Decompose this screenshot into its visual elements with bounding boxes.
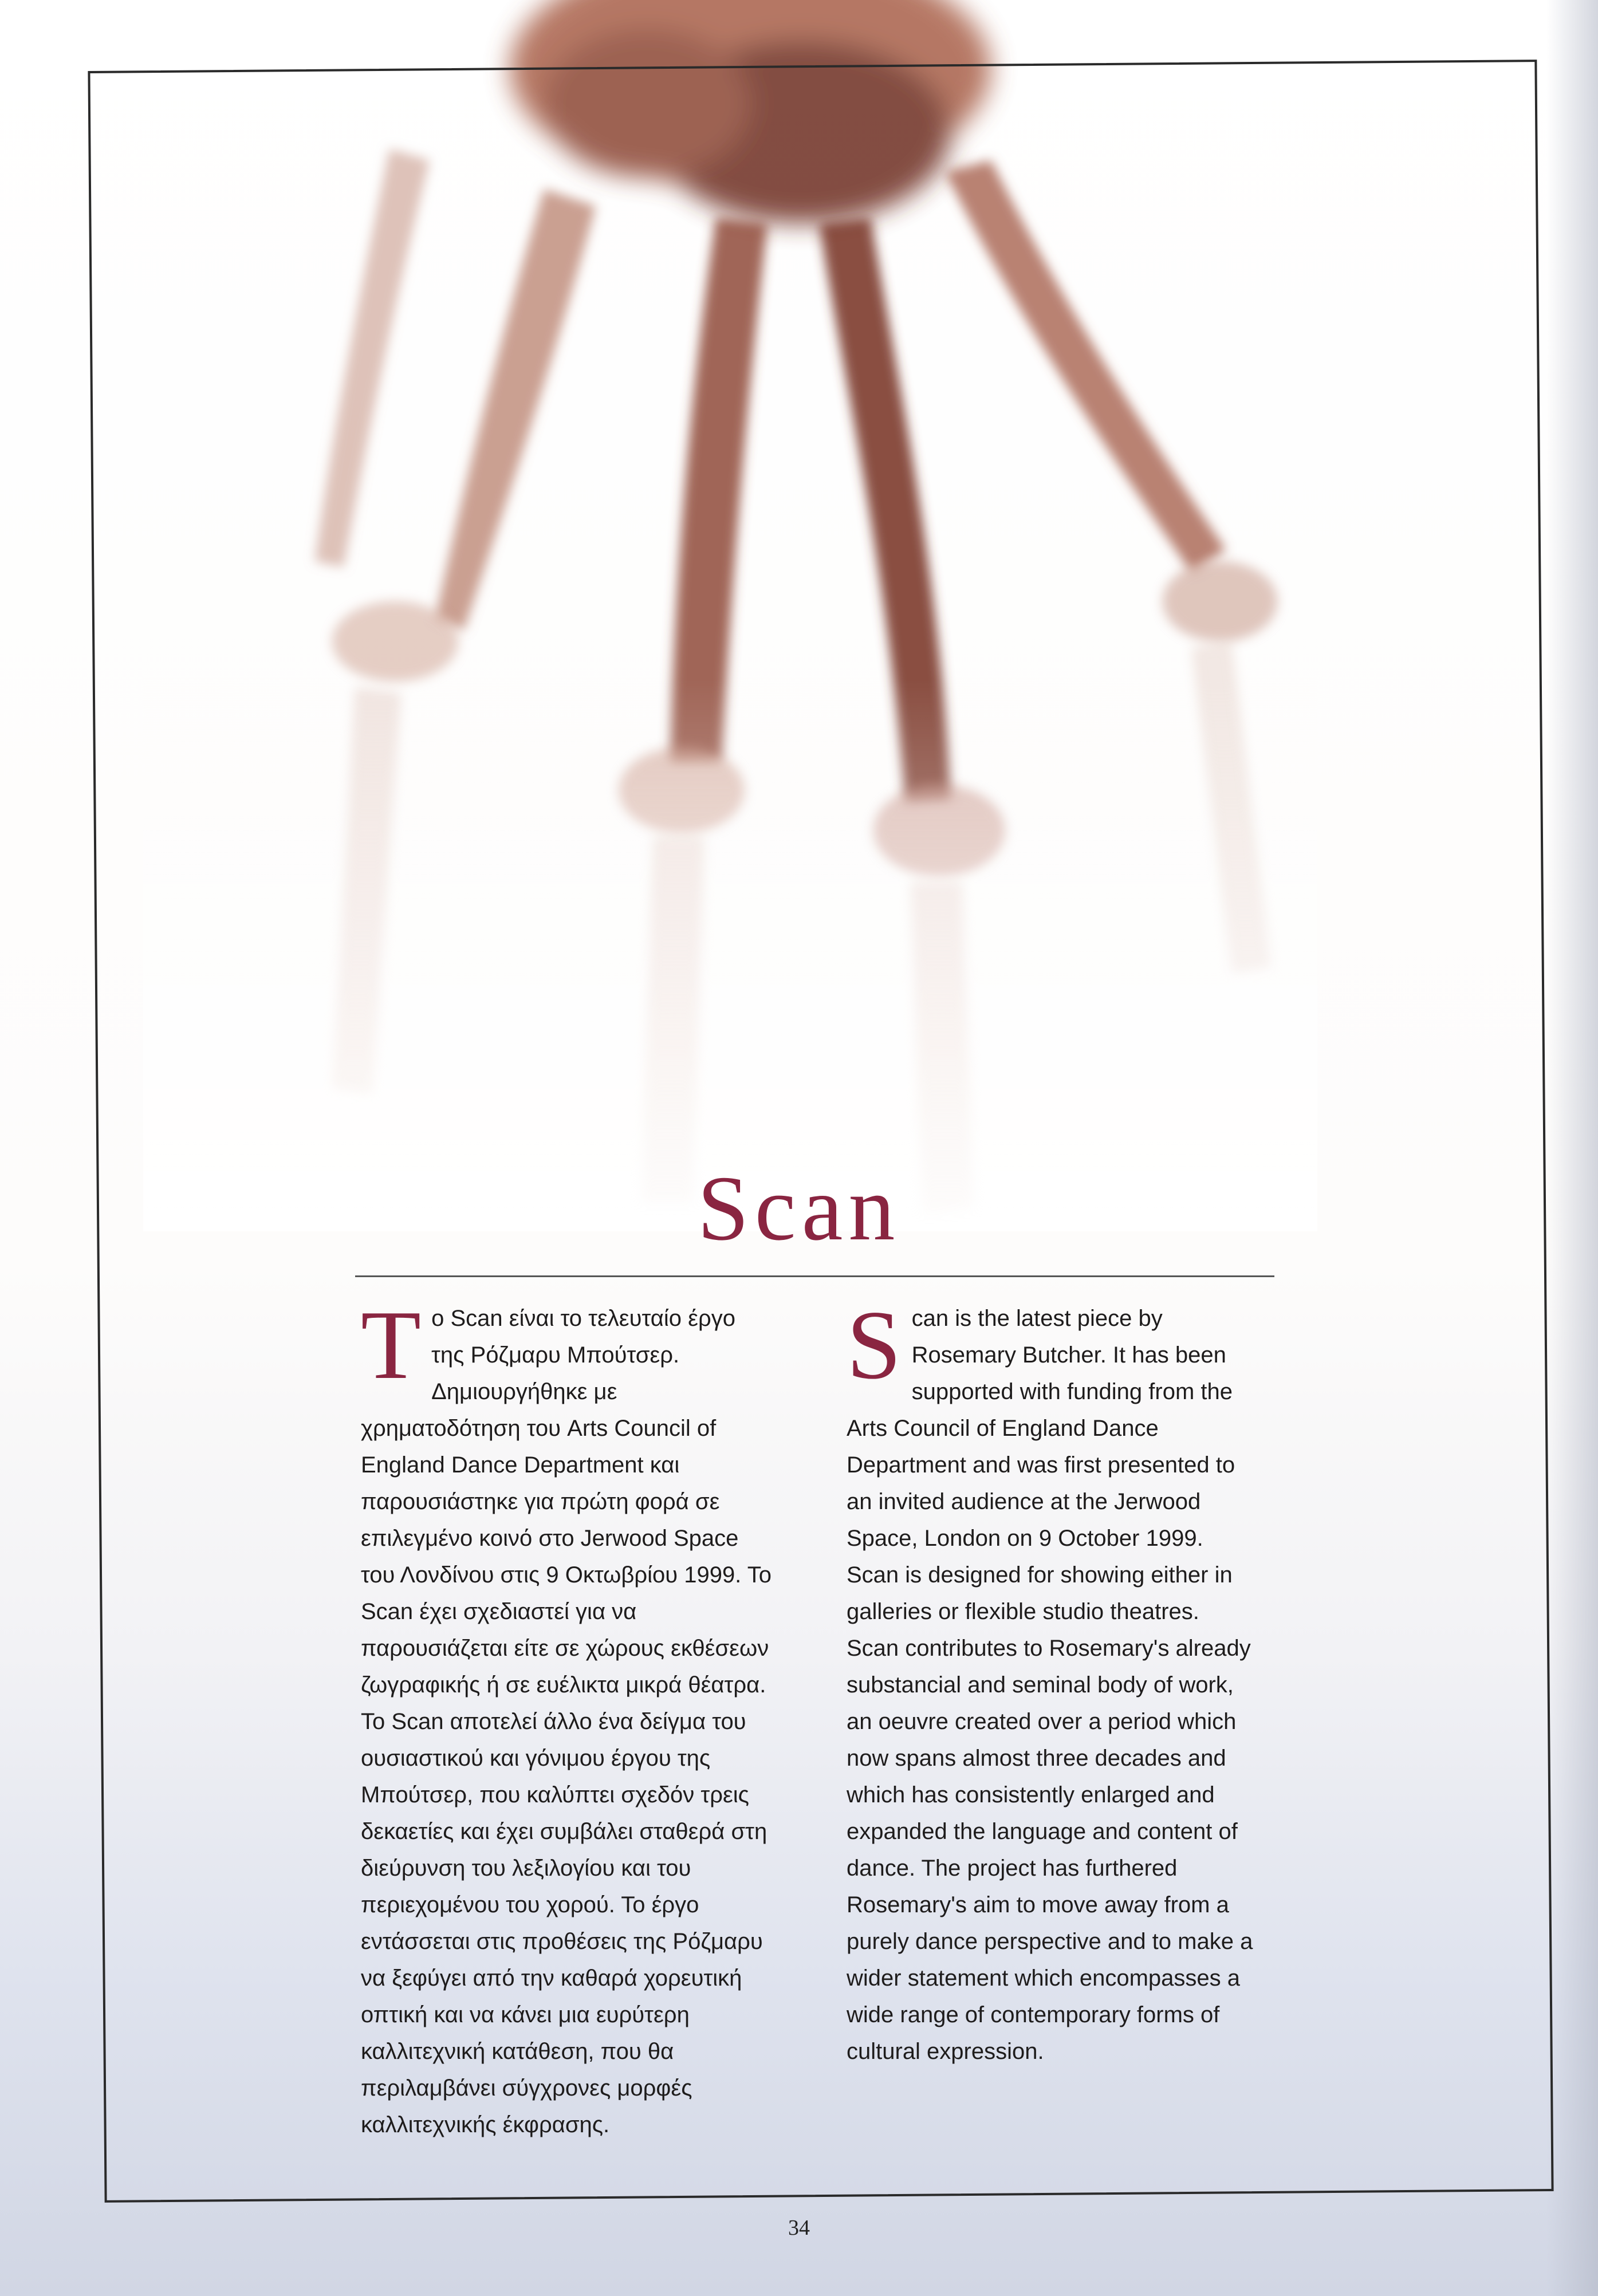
greek-paragraph-1 [361,1291,773,1703]
greek-paragraph-2: Το Scan αποτελεί άλλο ένα δείγμα του ουσιαστικού και γόνιμου έργου της Μπούτσερ, που καλύπτει σχεδόν τρεις δεκαετίες και έχει συμβάλει σταθερά στη διεύρυνση του λεξιλογίου και του περιεχομένου του χορού. Το έργο εντάσσεται στις προθέσεις της Ρόζμαρυ να ξεφύγει από την καθαρά χορευτική οπτική και να κάνει μια ευρύτερη καλλιτεχνική κατάθεση, που θα περιλαμβάνει σύγχρονες μορφές καλλιτεχνικής έκφρασης. [361,1709,767,2137]
greek-paragraph-1-text: ο Scan είναι το τελευταίο έργο της Ρόζμαρυ Μπούτσερ. Δημιουργήθηκε με χρηματοδότηση του Arts Council of England Dance Department και παρουσιάστηκε για πρώτη φορά σε επιλεγμένο κοινό στο Jerwood Space του Λονδίνου στις 9 Οκτωβρίου 1999. Το Scan έχει σχεδιαστεί για να παρουσιάζεται είτε σε χώρους εκθέσεων ζωγραφικής ή σε ευέλικτα μικρά θέατρα. [361,1306,772,1698]
english-drop-cap: S [847,1291,902,1400]
english-paragraph-2: Scan contributes to Rosemary's already substancial and seminal body of work, an oeuvre created over a period which now spans almost three decades and which has consistently enlarged and expanded the language and content of dance. The project has furthered Rosemary's aim to move away from a purely dance perspective and to make a wider statement which encompasses a wide range of contemporary forms of cultural expression. [847,1636,1253,2064]
scan-edge-shadow [1546,0,1598,2296]
page-frame [88,60,1553,2203]
english-paragraph-1-text: can is the latest piece by Rosemary Butcher. It has been supported with funding from the Arts Council of England Dance Department and was first presented to an invited audience at the Jerwood Space, London on 9 October 1999. Scan is designed for showing either in galleries or flexible studio theatres. [847,1306,1235,1624]
page-title: Scan [697,1157,901,1260]
page-number: 34 [788,2216,810,2240]
english-paragraph-1 [847,1291,1259,1630]
title-divider [355,1275,1274,1277]
greek-text-column [361,1291,773,2143]
greek-drop-cap: T [361,1291,422,1400]
english-text-column [847,1291,1259,2070]
